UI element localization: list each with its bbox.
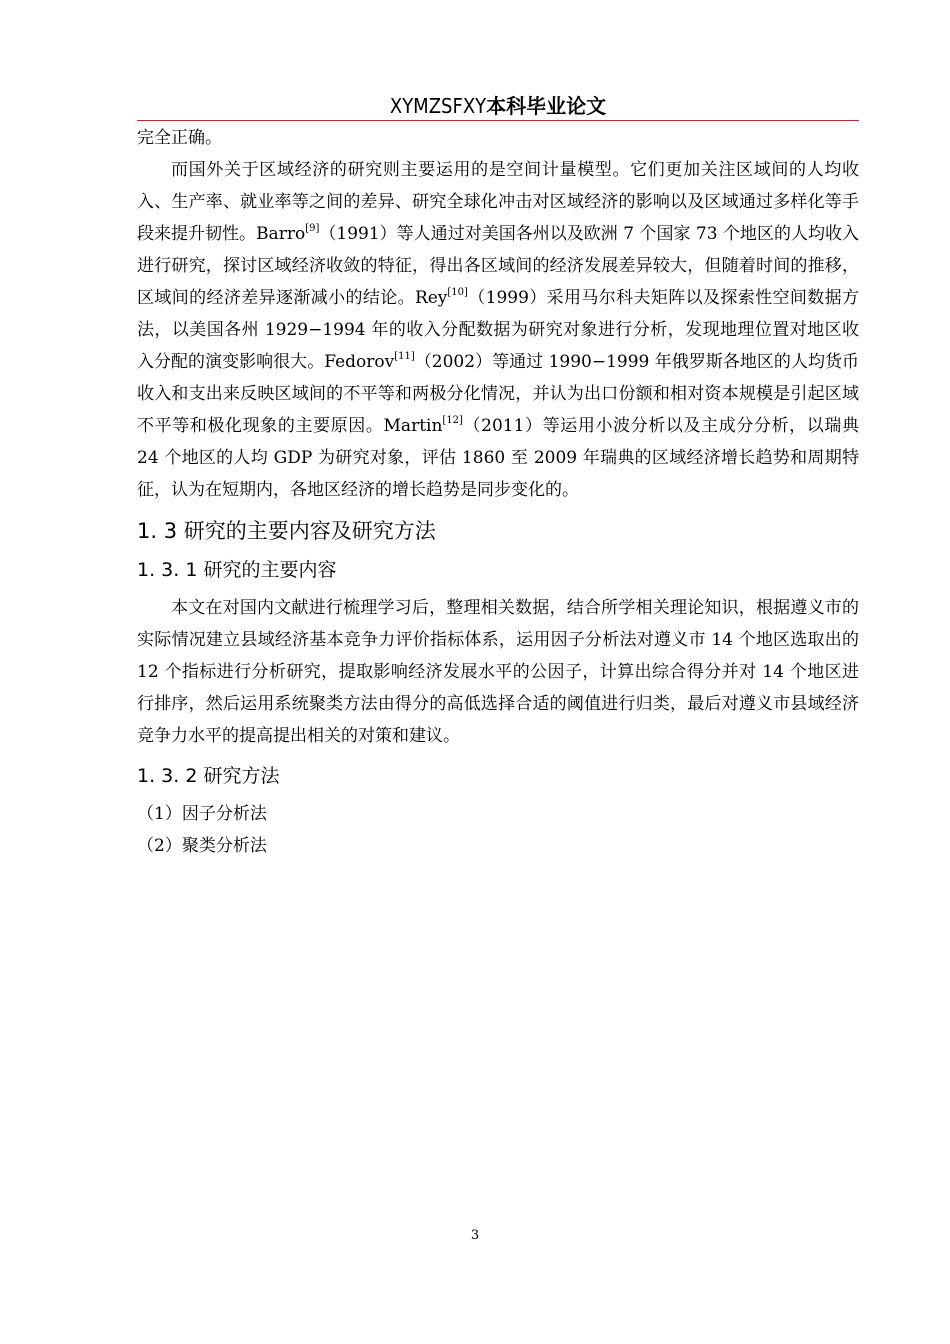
paragraph-main-content: 本文在对国内文献进行梳理学习后，整理相关数据，结合所学相关理论知识，根据遵义市的实际情况建立县域经济基本竞争力评价指标体系，运用因子分析法对遵义市 14 个地区选取出的 12 个指标进行分析研究，提取影响经济发展水平的公因子，计算出综合得分并对 14 个地区进行排序，然后运用系统聚类方法由得分的高低选择合适的阈值进行归类，最后对遵义市县域经济竞争力水平的提高提出相关的对策和建议。 xyxy=(137,598,859,746)
list-item: （2）聚类分析法 xyxy=(137,836,267,856)
subsection-heading: 1. 3. 1 研究的主要内容 xyxy=(137,559,337,581)
header-school-code: XYMZSFXY xyxy=(389,94,487,118)
citation-ref: [10] xyxy=(447,287,468,298)
citation-ref: [12] xyxy=(442,415,463,426)
citation-ref: [11] xyxy=(394,351,415,362)
paragraph-text: （1991）等人通过对美国各州以及欧洲 7 个国家 73 个地区的人均收入进行研究，探讨区域经济收敛的特征，得出各区域间的经济发展差异较大，但随着时间的推移，区域间的经济差异逐渐减小的结论。Rey xyxy=(137,224,859,308)
paragraph-text: （2002）等通过 1990−1999 年俄罗斯各地区的人均货币收入和支出来反映区域间的不平等和两极分化情况，并认为出口份额和相对资本规模是引起区域不平等和极化现象的主要原因。Martin xyxy=(137,352,860,436)
paragraph-text: （1999）采用马尔科夫矩阵以及探索性空间数据方法，以美国各州 1929−1994 年的收入分配数据为研究对象进行分析，发现地理位置对地区收入分配的演变影响很大。Fedorov xyxy=(137,288,859,372)
subsection-heading: 1. 3. 2 研究方法 xyxy=(137,765,280,787)
running-header xyxy=(137,92,859,120)
methods-list xyxy=(137,798,859,862)
page-body xyxy=(137,122,859,862)
page-number: 3 xyxy=(470,1228,480,1243)
section-heading: 1. 3 研究的主要内容及研究方法 xyxy=(137,519,436,543)
citation-ref: [9] xyxy=(305,223,320,234)
paragraph-foreign-research xyxy=(137,154,859,506)
paragraph-text: 而国外关于区域经济的研究则主要运用的是空间计量模型。它们更加关注区域间的人均收入、生产率、就业率等之间的差异、研究全球化冲击对区域经济的影响以及区域通过多样化等手段来提升韧性。Barro xyxy=(137,160,859,244)
paragraph-text: （2011）等运用小波分析以及主成分分析，以瑞典 24 个地区的人均 GDP 为研究对象，评估 1860 至 2009 年瑞典的区域经济增长趋势和周期特征，认为在短期内，各地区经济的增长趋势是同步变化的。 xyxy=(137,416,860,500)
list-item: （1）因子分析法 xyxy=(137,804,267,824)
header-thesis-title: 本科毕业论文 xyxy=(486,94,607,118)
paragraph-continuation: 完全正确。 xyxy=(137,128,222,148)
header-rule xyxy=(137,120,859,121)
